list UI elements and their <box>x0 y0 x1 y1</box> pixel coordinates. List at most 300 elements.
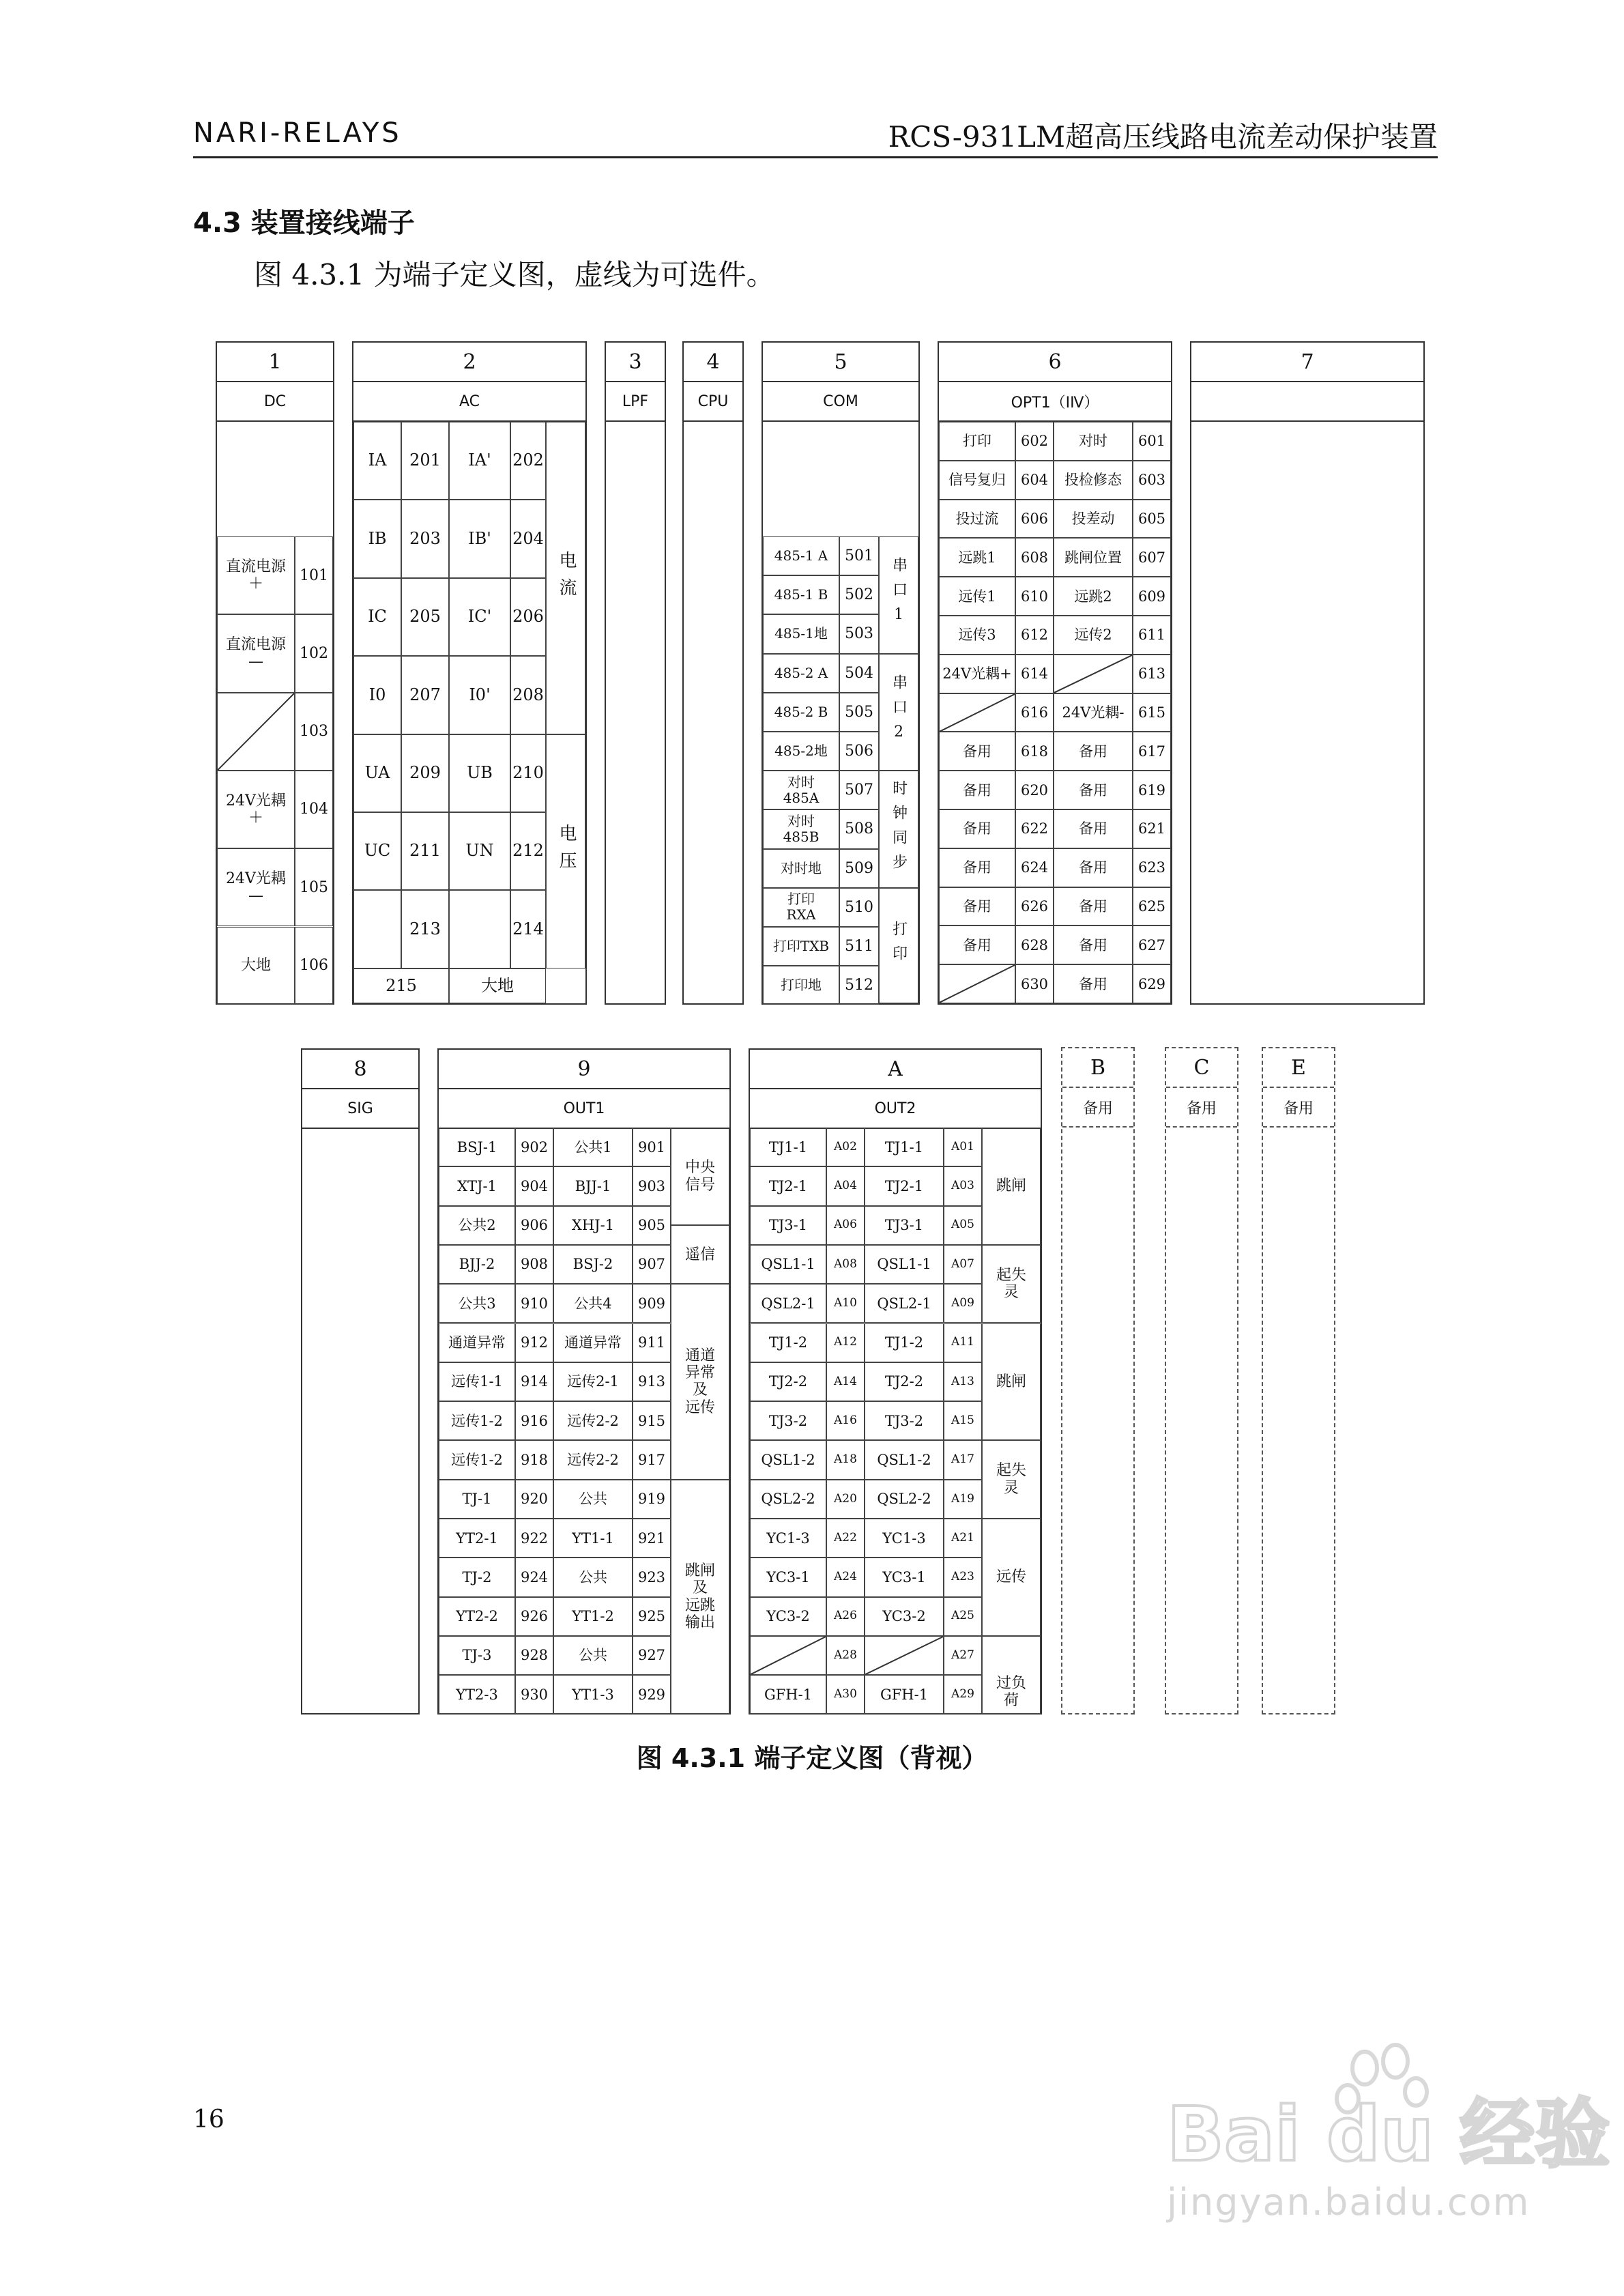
module-number: 6 <box>939 343 1171 382</box>
terminal-number: 624 <box>1015 848 1054 887</box>
terminal-label: 备用 <box>1054 809 1133 848</box>
module-m7 <box>1190 341 1425 1005</box>
terminal-number: 613 <box>1133 655 1171 693</box>
terminal-number: 210 <box>510 734 546 812</box>
terminal-number: 622 <box>1015 809 1054 848</box>
terminal-label: 投过流 <box>939 500 1015 539</box>
terminal-label: UC <box>353 812 401 890</box>
module-m3 <box>605 341 666 1005</box>
terminal-number: A05 <box>944 1206 982 1245</box>
terminal-label: 打印地 <box>763 966 839 1005</box>
terminal-label: 远传3 <box>939 616 1015 655</box>
module-m8 <box>301 1048 420 1714</box>
terminal-number: 921 <box>633 1519 671 1558</box>
terminal-label: YC3-2 <box>750 1597 826 1636</box>
terminal-number: A04 <box>826 1166 865 1205</box>
terminal-number: A13 <box>944 1362 982 1401</box>
terminal-label: 直流电源 ＋ <box>217 536 295 614</box>
terminal-label: 备用 <box>939 887 1015 926</box>
terminal-number: A27 <box>944 1636 982 1675</box>
terminal-number: 104 <box>295 771 333 848</box>
terminal-label: QSL1-1 <box>865 1245 944 1284</box>
figure-caption: 图 4.3.1 端子定义图（背视） <box>636 1743 988 1773</box>
terminal-number: 209 <box>401 734 449 812</box>
terminal-number: A18 <box>826 1440 865 1479</box>
terminal-number: 512 <box>839 966 879 1005</box>
terminal-label: 公共 <box>553 1480 633 1519</box>
terminal-label: 备用 <box>939 732 1015 771</box>
terminal-label: 备用 <box>939 771 1015 809</box>
terminal-label: TJ2-2 <box>750 1362 826 1401</box>
terminal-number: 627 <box>1133 925 1171 964</box>
module-name: SIG <box>302 1089 418 1129</box>
group-label: 打印 <box>879 888 918 1003</box>
terminal-number: 922 <box>515 1519 553 1558</box>
terminal-label: 485-1 A <box>763 536 839 575</box>
terminal-number: 614 <box>1015 655 1054 693</box>
group-label: 串口2 <box>879 654 918 771</box>
terminal-label: 公共2 <box>439 1206 515 1245</box>
terminal-label: IA <box>353 422 401 500</box>
terminal-number: 914 <box>515 1362 553 1401</box>
terminal-label: 对时地 <box>763 849 839 888</box>
terminal-label: 公共 <box>553 1636 633 1675</box>
terminal-label: 485-1 B <box>763 575 839 614</box>
module-number: 9 <box>439 1050 729 1089</box>
terminal-number: A20 <box>826 1480 865 1519</box>
terminal-label: 大地 <box>449 968 546 1003</box>
terminal-number: A15 <box>944 1401 982 1440</box>
terminal-label: 远传1-2 <box>439 1401 515 1440</box>
terminal-label: QSL2-2 <box>750 1480 826 1519</box>
group-label: 电流 <box>546 422 585 734</box>
terminal-label: 通道异常 <box>553 1323 633 1362</box>
terminal-label: 备用 <box>939 925 1015 964</box>
watermark-url: jingyan.baidu.com <box>1167 2181 1531 2224</box>
terminal-number: 101 <box>295 536 333 614</box>
terminal-number: 615 <box>1133 693 1171 732</box>
terminal-label: BSJ-2 <box>553 1245 633 1284</box>
section-title: 4.3 装置接线端子 <box>193 207 415 239</box>
terminal-label: YT1-3 <box>553 1675 633 1714</box>
watermark-brand: Bai du 经验 <box>1167 2091 1610 2178</box>
terminal-number: 605 <box>1133 500 1171 539</box>
section-intro: 图 4.3.1 为端子定义图，虚线为可选件。 <box>254 258 775 291</box>
terminal-number: 611 <box>1133 616 1171 655</box>
group-label: 通道 异常 及 远传 <box>671 1284 729 1480</box>
terminal-label: 24V光耦+ <box>939 655 1015 693</box>
module-name: OUT2 <box>750 1089 1041 1129</box>
group-label: 跳闸 <box>982 1128 1041 1245</box>
terminal-label: 24V光耦 — <box>217 848 295 926</box>
terminal-number: 206 <box>510 578 546 656</box>
terminal-label: 485-2 B <box>763 693 839 732</box>
terminal-label: 直流电源 — <box>217 614 295 692</box>
terminal-label: 投检修态 <box>1054 461 1133 500</box>
terminal-number: 902 <box>515 1128 553 1166</box>
terminal-number: A14 <box>826 1362 865 1401</box>
terminal-label: XTJ-1 <box>439 1166 515 1205</box>
terminal-number: 609 <box>1133 577 1171 616</box>
terminal-label: YC3-1 <box>865 1558 944 1596</box>
terminal-number: 214 <box>510 890 546 968</box>
terminal-label: TJ1-1 <box>750 1128 826 1166</box>
terminal-label: TJ1-2 <box>865 1323 944 1362</box>
terminal-number: 106 <box>295 927 333 1005</box>
terminal-number: A23 <box>944 1558 982 1596</box>
terminal-number: A21 <box>944 1519 982 1558</box>
terminal-number: 905 <box>633 1206 671 1245</box>
terminal-label-blank <box>865 1636 944 1675</box>
terminal-label: 投差动 <box>1054 500 1133 539</box>
terminal-number: 607 <box>1133 538 1171 577</box>
terminal-number: 619 <box>1133 771 1171 809</box>
terminal-number: 102 <box>295 614 333 692</box>
terminal-number: A08 <box>826 1245 865 1284</box>
terminal-label: QSL1-1 <box>750 1245 826 1284</box>
terminal-label: IC' <box>449 578 510 656</box>
terminal-label: 远跳2 <box>1054 577 1133 616</box>
terminal-number: 621 <box>1133 809 1171 848</box>
terminal-number: 903 <box>633 1166 671 1205</box>
terminal-number: 504 <box>839 654 879 693</box>
terminal-number: 207 <box>401 656 449 734</box>
terminal-number: 620 <box>1015 771 1054 809</box>
terminal-label: TJ1-1 <box>865 1128 944 1166</box>
terminal-label: 远传2-2 <box>553 1440 633 1479</box>
terminal-label: TJ-1 <box>439 1480 515 1519</box>
terminal-label: YT2-2 <box>439 1597 515 1636</box>
terminal-label: I0' <box>449 656 510 734</box>
terminal-label: 打印 <box>939 422 1015 461</box>
terminal-label: QSL1-2 <box>865 1440 944 1479</box>
terminal-label: 485-2 A <box>763 654 839 693</box>
module-name: OPT1（ⅠⅣ） <box>939 382 1171 422</box>
header-brand: NARI-RELAYS <box>193 117 402 149</box>
terminal-number: 628 <box>1015 925 1054 964</box>
module-name: CPU <box>684 382 742 422</box>
terminal-label: 24V光耦 ＋ <box>217 771 295 848</box>
group-label: 电压 <box>546 734 585 968</box>
terminal-number: A24 <box>826 1558 865 1596</box>
terminal-label: TJ3-2 <box>865 1401 944 1440</box>
terminal-number: 213 <box>401 890 449 968</box>
terminal-number: 924 <box>515 1558 553 1596</box>
group-label: 遥信 <box>671 1225 729 1284</box>
terminal-label: I0 <box>353 656 401 734</box>
terminal-number: 929 <box>633 1675 671 1714</box>
module-number: A <box>750 1050 1041 1089</box>
terminal-number: 606 <box>1015 500 1054 539</box>
terminal-label: 备用 <box>939 809 1015 848</box>
terminal-number: 911 <box>633 1323 671 1362</box>
group-label: 过负 荷 <box>982 1636 1041 1714</box>
terminal-number: 211 <box>401 812 449 890</box>
terminal-number: A11 <box>944 1323 982 1362</box>
terminal-number: A12 <box>826 1323 865 1362</box>
module-number: C <box>1166 1048 1237 1088</box>
terminal-number: 626 <box>1015 887 1054 926</box>
terminal-label-blank <box>750 1636 826 1675</box>
terminal-number: 930 <box>515 1675 553 1714</box>
terminal-number: A01 <box>944 1128 982 1166</box>
terminal-label: IC <box>353 578 401 656</box>
terminal-number: 917 <box>633 1440 671 1479</box>
terminal-number: 205 <box>401 578 449 656</box>
group-label: 跳闸 及 远跳 输出 <box>671 1480 729 1714</box>
terminal-number: 630 <box>1015 964 1054 1003</box>
terminal-number: 508 <box>839 809 879 848</box>
group-label: 起失 灵 <box>982 1440 1041 1519</box>
terminal-number: A19 <box>944 1480 982 1519</box>
terminal-number: A17 <box>944 1440 982 1479</box>
terminal-number: 616 <box>1015 693 1054 732</box>
group-label: 串口1 <box>879 536 918 654</box>
module-mE <box>1262 1047 1335 1714</box>
terminal-label: 对时 485A <box>763 771 839 809</box>
terminal-label: YC3-2 <box>865 1597 944 1636</box>
terminal-label: 打印TXB <box>763 927 839 966</box>
terminal-label: QSL2-1 <box>750 1284 826 1323</box>
terminal-number: 927 <box>633 1636 671 1675</box>
terminal-number: 910 <box>515 1284 553 1323</box>
terminal-number: 103 <box>295 693 333 771</box>
module-name: 备用 <box>1263 1088 1334 1128</box>
terminal-number: 105 <box>295 848 333 926</box>
terminal-label: TJ3-1 <box>865 1206 944 1245</box>
terminal-label: 大地 <box>217 927 295 1005</box>
terminal-label: 远传2-1 <box>553 1362 633 1401</box>
terminal-label: 备用 <box>1054 964 1133 1003</box>
terminal-number: A07 <box>944 1245 982 1284</box>
terminal-number: 509 <box>839 849 879 888</box>
group-label: 中央 信号 <box>671 1128 729 1225</box>
terminal-label: XHJ-1 <box>553 1206 633 1245</box>
terminal-number: 906 <box>515 1206 553 1245</box>
terminal-number: A26 <box>826 1597 865 1636</box>
terminal-number: 507 <box>839 771 879 809</box>
terminal-number: A25 <box>944 1597 982 1636</box>
module-name: OUT1 <box>439 1089 729 1129</box>
header-title: RCS-931LM超高压线路电流差动保护装置 <box>888 120 1438 154</box>
terminal-number: 918 <box>515 1440 553 1479</box>
terminal-label: YC1-3 <box>750 1519 826 1558</box>
terminal-label: QSL1-2 <box>750 1440 826 1479</box>
terminal-label: TJ-2 <box>439 1558 515 1596</box>
terminal-label: GFH-1 <box>750 1675 826 1714</box>
terminal-number: 204 <box>510 500 546 577</box>
terminal-label: IA' <box>449 422 510 500</box>
terminal-label: QSL2-1 <box>865 1284 944 1323</box>
group-label: 起失 灵 <box>982 1245 1041 1323</box>
terminal-label: 远传2 <box>1054 616 1133 655</box>
terminal-label: TJ3-2 <box>750 1401 826 1440</box>
terminal-label: BJJ-2 <box>439 1245 515 1284</box>
terminal-number: 602 <box>1015 422 1054 461</box>
terminal-label: 备用 <box>1054 925 1133 964</box>
terminal-label: BJJ-1 <box>553 1166 633 1205</box>
terminal-label: 24V光耦- <box>1054 693 1133 732</box>
module-name <box>1191 382 1423 422</box>
terminal-number: 618 <box>1015 732 1054 771</box>
terminal-label: YC3-1 <box>750 1558 826 1596</box>
terminal-label: TJ-3 <box>439 1636 515 1675</box>
terminal-number: 907 <box>633 1245 671 1284</box>
terminal-number: 925 <box>633 1597 671 1636</box>
terminal-number: 912 <box>515 1323 553 1362</box>
terminal-label: QSL2-2 <box>865 1480 944 1519</box>
module-m4 <box>682 341 744 1005</box>
terminal-label: IB' <box>449 500 510 577</box>
terminal-label: TJ2-1 <box>865 1166 944 1205</box>
terminal-number: 215 <box>353 968 449 1003</box>
terminal-number: 201 <box>401 422 449 500</box>
terminal-label: 备用 <box>1054 887 1133 926</box>
terminal-number: 604 <box>1015 461 1054 500</box>
terminal-label: 跳闸位置 <box>1054 538 1133 577</box>
terminal-number: 612 <box>1015 616 1054 655</box>
terminal-number: A29 <box>944 1675 982 1714</box>
terminal-label: 公共 <box>553 1558 633 1596</box>
terminal-label: 打印 RXA <box>763 888 839 927</box>
module-name: 备用 <box>1062 1088 1133 1128</box>
terminal-label: YT2-1 <box>439 1519 515 1558</box>
module-number: E <box>1263 1048 1334 1088</box>
terminal-label-blank <box>217 693 295 771</box>
terminal-label-blank <box>939 693 1015 732</box>
terminal-number: 610 <box>1015 577 1054 616</box>
terminal-number: 501 <box>839 536 879 575</box>
terminal-number: 608 <box>1015 538 1054 577</box>
terminal-label: 485-2地 <box>763 732 839 771</box>
terminal-number: A06 <box>826 1206 865 1245</box>
module-mB <box>1061 1047 1135 1714</box>
group-label: 远传 <box>982 1519 1041 1636</box>
terminal-label: 通道异常 <box>439 1323 515 1362</box>
terminal-number: A02 <box>826 1128 865 1166</box>
module-number: B <box>1062 1048 1133 1088</box>
terminal-number: A30 <box>826 1675 865 1714</box>
terminal-label: 信号复归 <box>939 461 1015 500</box>
terminal-number: A22 <box>826 1519 865 1558</box>
terminal-label: UB <box>449 734 510 812</box>
terminal-number: 629 <box>1133 964 1171 1003</box>
terminal-number: 510 <box>839 888 879 927</box>
terminal-number: 920 <box>515 1480 553 1519</box>
terminal-number: 617 <box>1133 732 1171 771</box>
terminal-number: 904 <box>515 1166 553 1205</box>
terminal-number: A03 <box>944 1166 982 1205</box>
terminal-label: YC1-3 <box>865 1519 944 1558</box>
module-name: 备用 <box>1166 1088 1237 1128</box>
terminal-label-blank <box>1054 655 1133 693</box>
group-label: 时钟同步 <box>879 771 918 888</box>
terminal-number: A09 <box>944 1284 982 1323</box>
terminal-label: 备用 <box>1054 732 1133 771</box>
terminal-label: GFH-1 <box>865 1675 944 1714</box>
terminal-number: 511 <box>839 927 879 966</box>
terminal-label: 备用 <box>1054 771 1133 809</box>
terminal-label-blank <box>939 964 1015 1003</box>
terminal-number: 202 <box>510 422 546 500</box>
terminal-label: 备用 <box>1054 848 1133 887</box>
terminal-number: A10 <box>826 1284 865 1323</box>
module-number: 4 <box>684 343 742 382</box>
terminal-number: 623 <box>1133 848 1171 887</box>
terminal-label: TJ1-2 <box>750 1323 826 1362</box>
terminal-label: 远跳1 <box>939 538 1015 577</box>
module-name: AC <box>353 382 585 422</box>
terminal-label: TJ3-1 <box>750 1206 826 1245</box>
terminal-label: 公共1 <box>553 1128 633 1166</box>
terminal-label: YT1-1 <box>553 1519 633 1558</box>
terminal-number: 919 <box>633 1480 671 1519</box>
terminal-label: 对时 <box>1054 422 1133 461</box>
group-label: 跳闸 <box>982 1323 1041 1441</box>
terminal-number: 928 <box>515 1636 553 1675</box>
module-number: 1 <box>217 343 333 382</box>
terminal-number: 908 <box>515 1245 553 1284</box>
terminal-number: 926 <box>515 1597 553 1636</box>
module-number: 3 <box>606 343 665 382</box>
terminal-label: 备用 <box>939 848 1015 887</box>
module-mC <box>1165 1047 1238 1714</box>
terminal-label: TJ2-1 <box>750 1166 826 1205</box>
terminal-number: 208 <box>510 656 546 734</box>
terminal-number: 923 <box>633 1558 671 1596</box>
terminal-number: 901 <box>633 1128 671 1166</box>
terminal-number: 909 <box>633 1284 671 1323</box>
terminal-label <box>449 890 510 968</box>
module-name: COM <box>763 382 918 422</box>
terminal-label: 远传2-2 <box>553 1401 633 1440</box>
terminal-number: 505 <box>839 693 879 732</box>
terminal-label: UA <box>353 734 401 812</box>
terminal-number: 212 <box>510 812 546 890</box>
module-number: 2 <box>353 343 585 382</box>
terminal-label: TJ2-2 <box>865 1362 944 1401</box>
terminal-label: 对时 485B <box>763 809 839 848</box>
terminal-number: 915 <box>633 1401 671 1440</box>
terminal-label <box>353 890 401 968</box>
terminal-number: 916 <box>515 1401 553 1440</box>
terminal-label: 公共4 <box>553 1284 633 1323</box>
terminal-label: UN <box>449 812 510 890</box>
module-name: DC <box>217 382 333 422</box>
terminal-number: 503 <box>839 614 879 653</box>
terminal-number: 506 <box>839 732 879 771</box>
terminal-number: 203 <box>401 500 449 577</box>
terminal-number: 913 <box>633 1362 671 1401</box>
terminal-label: IB <box>353 500 401 577</box>
terminal-number: 601 <box>1133 422 1171 461</box>
terminal-label: 远传1-2 <box>439 1440 515 1479</box>
module-number: 5 <box>763 343 918 382</box>
terminal-label: 远传1-1 <box>439 1362 515 1401</box>
terminal-number: 502 <box>839 575 879 614</box>
terminal-label: 公共3 <box>439 1284 515 1323</box>
terminal-number: 625 <box>1133 887 1171 926</box>
module-name: LPF <box>606 382 665 422</box>
terminal-number: A28 <box>826 1636 865 1675</box>
module-number: 8 <box>302 1050 418 1089</box>
page-number: 16 <box>193 2106 224 2134</box>
terminal-label: 远传1 <box>939 577 1015 616</box>
terminal-label: BSJ-1 <box>439 1128 515 1166</box>
terminal-label: 485-1地 <box>763 614 839 653</box>
terminal-number: A16 <box>826 1401 865 1440</box>
terminal-label: YT2-3 <box>439 1675 515 1714</box>
